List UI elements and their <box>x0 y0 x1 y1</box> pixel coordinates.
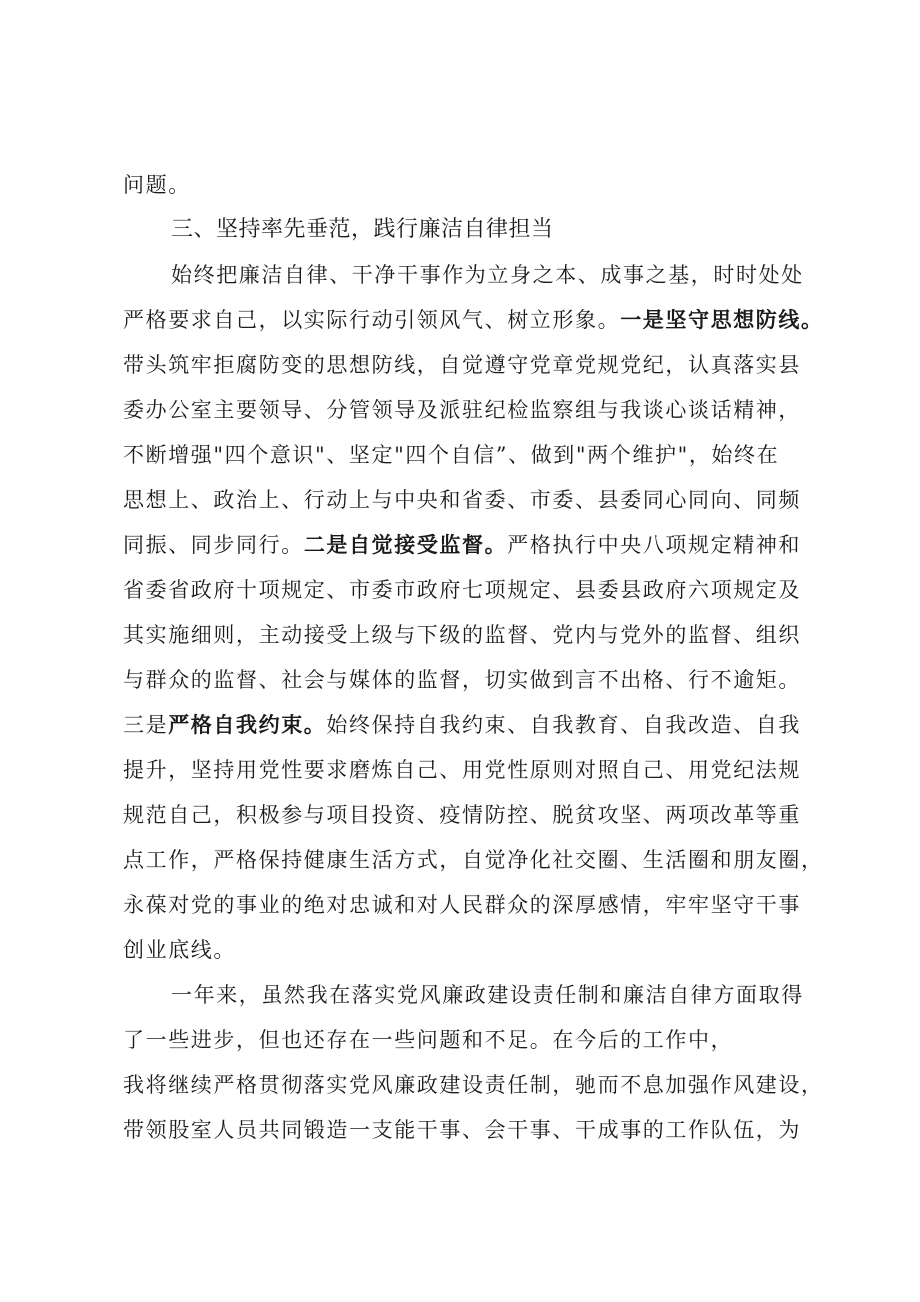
paragraph-line: 不断增强"四个意识"、坚定"四个自信”、做到"两个维护"，始终在 <box>123 443 780 467</box>
paragraph-line: 思想上、政治上、行动上与中央和省委、市委、县委同心同向、同频 <box>123 488 801 512</box>
paragraph-line: 同振、同步同行。二是自觉接受监督。严格执行中央八项规定精神和 <box>123 532 802 557</box>
paragraph-line: 点工作，严格保持健康生活方式，自觉净化社交圈、生活圈和朋友圈， <box>123 848 824 872</box>
paragraph-line: 委办公室主要领导、分管领导及派驻纪检监察组与我谈心谈话精神， <box>123 398 801 422</box>
paragraph-line: 问题。 <box>123 173 191 197</box>
paragraph-line: 严格要求自己，以实际行动引领风气、树立形象。一是坚守思想防线。 <box>123 307 824 332</box>
section-heading: 三、坚持率先垂范，践行廉洁自律担当 <box>171 217 554 242</box>
emphasis-point-two: 二是自觉接受监督。 <box>303 532 508 557</box>
paragraph-line: 创业底线。 <box>123 938 236 962</box>
paragraph-line: 带头筑牢拒腐防变的思想防线，自觉遵守党章党规党纪，认真落实县 <box>123 353 801 377</box>
paragraph-line: 提升，坚持用党性要求磨炼自己、用党性原则对照自己、用党纪法规 <box>123 758 801 782</box>
paragraph-line: 始终把廉洁自律、干净干事作为立身之本、成事之基，时时处处 <box>171 263 804 287</box>
paragraph-line: 带领股室人员共同锻造一支能干事、会干事、干成事的工作队伍，为 <box>123 1118 801 1142</box>
emphasis-point-three: 严格自我约束。 <box>168 712 327 737</box>
paragraph-line: 了一些进步，但也还存在一些问题和不足。在今后的工作中， <box>123 1028 734 1052</box>
paragraph-line: 永葆对党的事业的绝对忠诚和对人民群众的深厚感情，牢牢坚守干事 <box>123 893 801 917</box>
paragraph-line: 三是严格自我约束。始终保持自我约束、自我教育、自我改造、自我 <box>123 712 802 737</box>
paragraph-line: 一年来，虽然我在落实党风廉政建设责任制和廉洁自律方面取得 <box>171 983 804 1007</box>
paragraph-line: 省委省政府十项规定、市委市政府七项规定、县委县政府六项规定及 <box>123 578 801 602</box>
paragraph-line: 其实施细则，主动接受上级与下级的监督、党内与党外的监督、组织 <box>123 623 801 647</box>
emphasis-point-one: 一是坚守思想防线。 <box>620 307 824 332</box>
paragraph-line: 我将继续严格贯彻落实党风廉政建设责任制，驰而不息加强作风建设， <box>123 1073 824 1097</box>
paragraph-line: 与群众的监督、社会与媒体的监督，切实做到言不出格、行不逾矩。 <box>123 668 801 692</box>
paragraph-line: 规范自己，积极参与项目投资、疫情防控、脱贫攻坚、两项改革等重 <box>123 803 801 827</box>
